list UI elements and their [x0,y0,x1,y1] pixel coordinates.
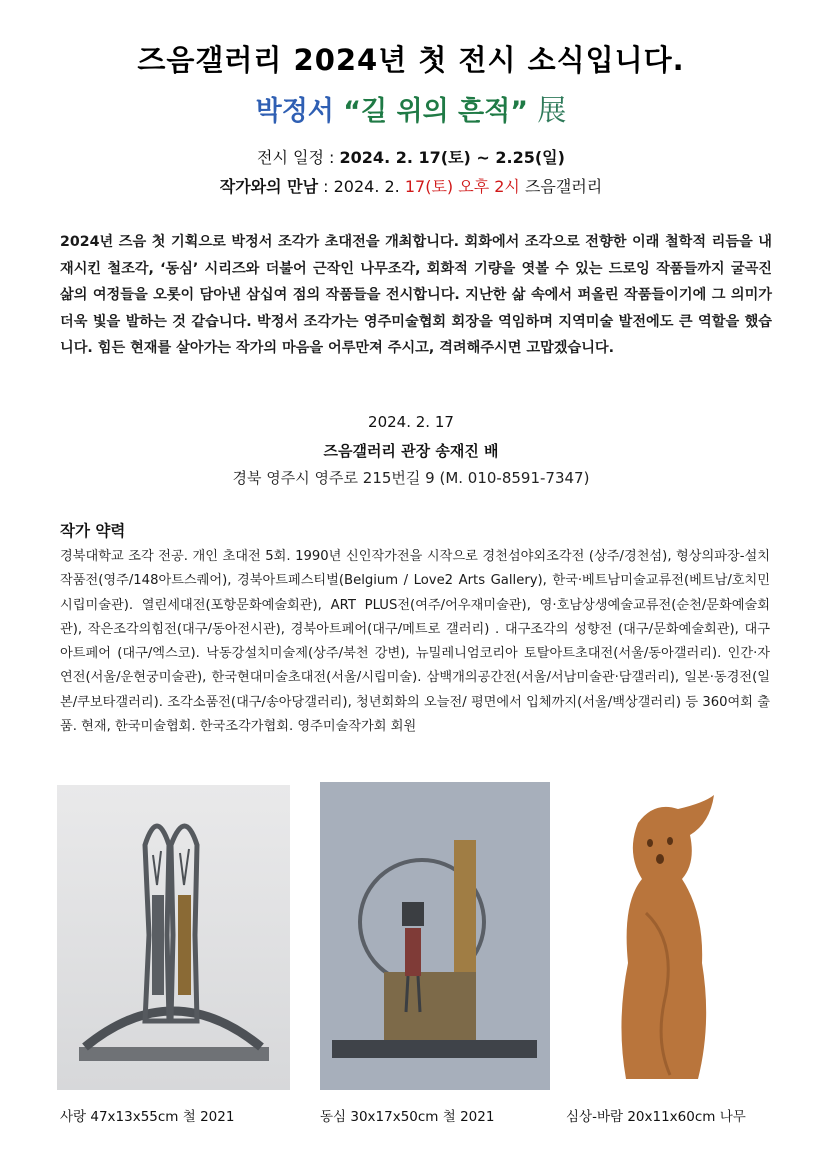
exhibition-schedule [0,145,822,168]
career-text: 경북대학교 조각 전공. 개인 초대전 5회. 1990년 신인작가전을 시작으로 경천섬야외조각전 (상주/경천섬), 형상의파장-설치작품전(영주/148아트스퀘어), 경북아트페스티벌(Belgium / Love2 Arts Gallery), 한국·베트남미술교류전(베트남/호치민시립미술관). 열린세대전(포항문화예술회관), ART PLUS전(여주/어우재미술관), 영·호남상생예술교류전(순천/문화예술회관), 작은조각의힘전(대구/동아전시관), 경북아트페어(대구/메트로 갤러리) . 대구조각의 성향전 (대구/문화예술회관), 대구아트페어 (대구/엑스코). 낙동강설치미술제(상주/북천 강변), 뉴밀레니엄코리아 토탈아트초대전(서울/동아갤러리). 인간·자연전(서울/운현궁미술관), 한국현대미술초대전(서울/시립미술). 삼백개의공간전(서울/서남미술관·담갤러리), 일본·동경전(일본/쿠보타갤러리). 조각소품전(대구/송아당갤러리), 청년회화의 오늘전/ 평면에서 입체까지(서울/백상갤러리) 등 360여회 출품. 현재, 한국미술협회. 한국조각가협회. 영주미술작가회 회원 [60,549,770,735]
artist-name: 박정서 [255,96,334,127]
exhibition-char: 展 [537,93,567,127]
page-title: 즈음갤러리 2024년 첫 전시 소식입니다. [137,43,685,77]
artist-talk-time: 17(토) 오후 2시 [404,177,520,196]
iron-couple-sculpture-image [57,785,290,1090]
gallery-address: 경북 영주시 영주로 215번길 9 (M. 010-8591-7347) [232,469,590,487]
artwork-photo-love [57,785,290,1090]
artist-talk-prefix: : 2024. 2. [318,177,405,196]
artist-talk [0,174,822,197]
schedule-value: 2024. 2. 17(토) ~ 2.25(일) [339,148,565,167]
artwork-caption: 심상-바람 20x11x60cm 나무 [566,1109,746,1125]
intro-paragraph: 2024년 즈음 첫 기획으로 박정서 조각가 초대전을 개최합니다. 회화에서 조각으로 전향한 이래 철학적 리듬을 내재시킨 철조각, ‘동심’ 시리즈와 더불어 근작인 나무조각, 회화적 기량을 엿볼 수 있는 드로잉 작품들까지 굴곡진 삶의 여정들을 오롯이 담아낸 삼십여 점의 작품들을 전시합니다. 지난한 삶 속에서 퍼올린 작품들이기에 그 의미가 더욱 빛을 발하는 것 같습니다. 박정서 조각가는 영주미술협회 회장을 역임하며 지역미술 발전에도 큰 역할을 했습니다. 힘든 현재를 살아가는 작가의 마음을 어루만져 주시고, 격려해주시면 고맙겠습니다. [60,234,772,356]
iron-child-sculpture-image [320,782,550,1090]
artwork-caption: 사랑 47x13x55cm 철 2021 [60,1109,235,1125]
artist-talk-venue: 즈음갤러리 [519,177,603,196]
signature-date: 2024. 2. 17 [368,413,454,431]
artist-talk-label: 작가와의 만남 [219,177,319,196]
wood-figure-sculpture-image [586,783,756,1085]
schedule-label: 전시 일정 : [257,148,340,167]
exhibition-work-title: “길 위의 흔적” [343,96,528,127]
career-heading: 작가 약력 [60,522,126,540]
signature-signer: 즈음갤러리 관장 송재진 배 [323,442,499,460]
exhibition-subtitle [0,88,822,129]
artwork-photo-innocence [320,782,550,1090]
artwork-photo-wind [586,783,756,1085]
artwork-caption: 동심 30x17x50cm 철 2021 [320,1109,495,1125]
